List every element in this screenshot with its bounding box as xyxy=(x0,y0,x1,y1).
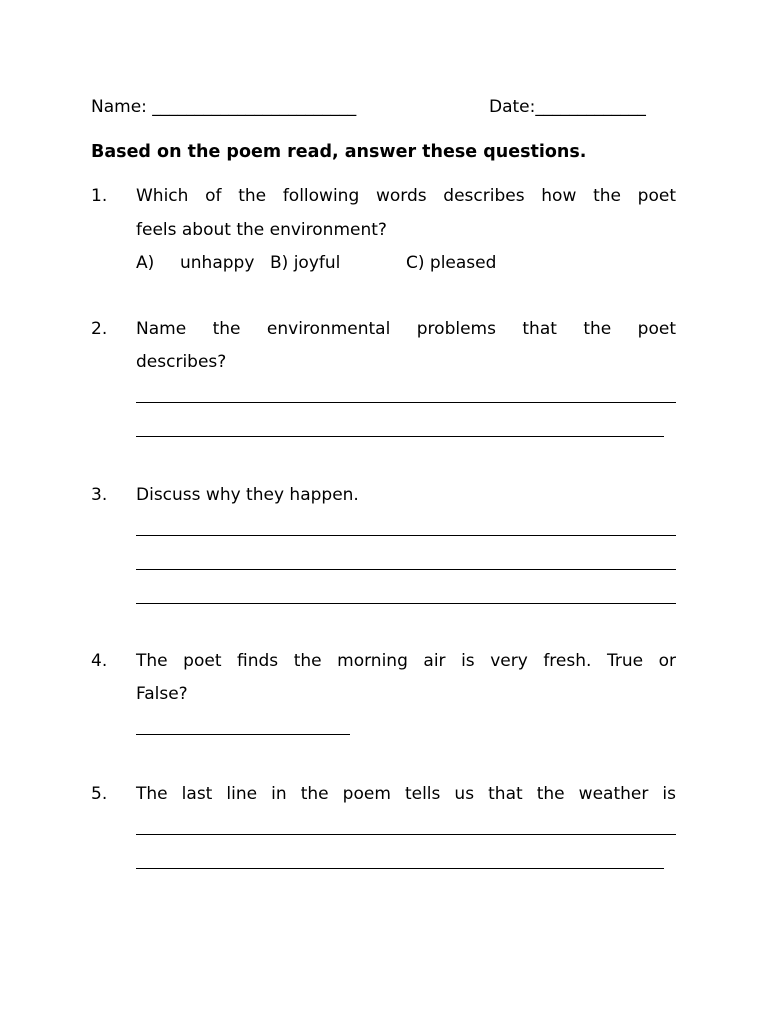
question-5-line-1: The last line in the poem tells us that the weather is xyxy=(136,784,676,804)
answer-line[interactable] xyxy=(136,868,664,869)
question-1-line-1: Which of the following words describes how the poet xyxy=(136,186,676,206)
date-field-label: Date:_____________ xyxy=(489,97,646,117)
answer-line[interactable] xyxy=(136,535,676,536)
question-2-line-1: Name the environmental problems that the poet xyxy=(136,319,676,339)
question-2-number: 2. xyxy=(91,319,108,339)
answer-line[interactable] xyxy=(136,569,676,570)
question-1-line-2: feels about the environment? xyxy=(136,220,387,240)
option-b: B) joyful xyxy=(270,253,341,273)
question-3-line-1: Discuss why they happen. xyxy=(136,485,359,505)
name-field-label: Name: ________________________ xyxy=(91,97,357,117)
answer-line[interactable] xyxy=(136,436,664,437)
option-a-marker: A) xyxy=(136,253,155,273)
instructions-heading: Based on the poem read, answer these questions. xyxy=(91,142,587,162)
answer-line[interactable] xyxy=(136,603,676,604)
question-4-number: 4. xyxy=(91,651,108,671)
answer-line[interactable] xyxy=(136,402,676,403)
question-5-number: 5. xyxy=(91,784,108,804)
question-3-number: 3. xyxy=(91,485,108,505)
answer-line[interactable] xyxy=(136,834,676,835)
question-1-number: 1. xyxy=(91,186,108,206)
question-2-line-2: describes? xyxy=(136,352,227,372)
question-4-line-1: The poet finds the morning air is very fresh. True or xyxy=(136,651,676,671)
question-4-line-2: False? xyxy=(136,684,188,704)
option-a-text: unhappy xyxy=(180,253,255,273)
answer-line[interactable] xyxy=(136,734,350,735)
option-c: C) pleased xyxy=(406,253,497,273)
